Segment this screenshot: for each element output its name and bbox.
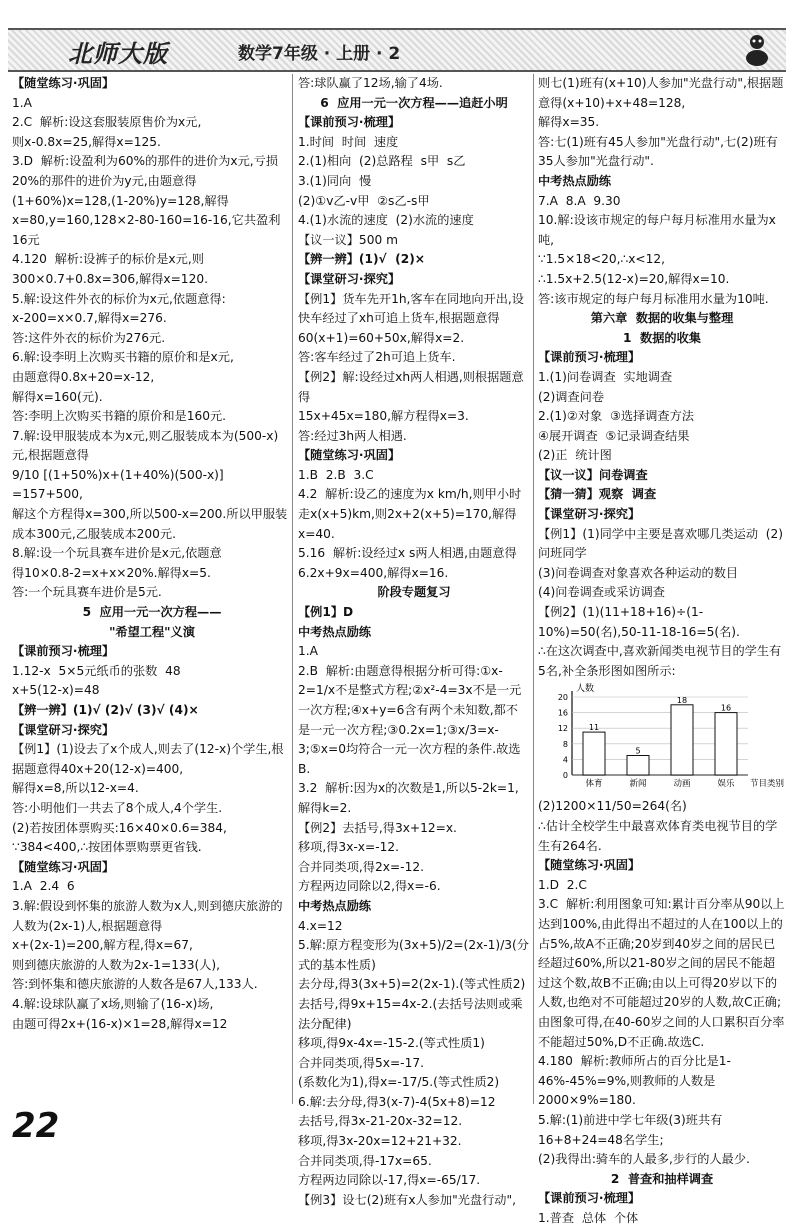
answer-line: 5.16 解析:设经过x s两人相遇,由题意得 (298, 546, 517, 561)
answer-line: 答:七(1)班有45人参加"光盘行动",七(2)班有35人参加"光盘行动". (538, 134, 778, 169)
answer-line: 则到德庆旅游的人数为2x-1=133(人), (12, 957, 221, 972)
answer-line: 移项,得3x-x=-12. (298, 840, 400, 855)
answer-line: 3.2 解析:因为x的次数是1,所以5-2k=1,解得k=2. (298, 781, 519, 815)
answer-line: 中考热点励练 (538, 173, 612, 188)
answer-line: (2)正 统计图 (538, 448, 612, 463)
x-axis-label: 节目类别 (750, 779, 785, 790)
answer-line: 解得x=8,所以12-x=4. (12, 781, 139, 796)
answer-line: 5.解:(1)前进中学七年级(3)班共有16+8+24=48名学生; (538, 1112, 723, 1147)
answer-line: 答:小明他们一共去了8个成人,4个学生. (12, 800, 223, 815)
answer-line: 解得x=160(元). (12, 389, 103, 404)
y-axis-label: 人数 (576, 684, 595, 695)
x-tick-label: 新闻 (629, 779, 647, 790)
answer-line: 4.x=12 (298, 918, 343, 933)
answer-line: 【课堂研习·探究】 (298, 271, 401, 286)
answer-line: 【随堂练习·巩固】 (12, 76, 115, 90)
answer-line: 答:客车经过了2h可追上货车. (298, 350, 456, 365)
answer-line: 4.180 解析:教师所占的百分比是1-46%-45%=9%,则教师的人数是2000×9%=180. (538, 1054, 731, 1108)
answer-line: 去括号,得3x-21-20x-32=12. (298, 1114, 463, 1129)
answer-line: 9/10 [(1+50%)x+(1+40%)(500-x)] (12, 467, 224, 482)
answer-line: 5.解:原方程变形为(3x+5)/2=(2x-1)/3(分式的基本性质) (298, 938, 529, 972)
answer-line: 移项,得3x-20x=12+21+32. (298, 1134, 462, 1149)
mascot-icon (740, 32, 774, 66)
answer-line: (2)1200×11/50=264(名) (538, 799, 687, 814)
answer-column-1 (12, 74, 292, 1034)
y-tick-label: 20 (557, 693, 568, 703)
bar-chart-svg (538, 683, 785, 795)
answer-line: 【随堂练习·巩固】 (12, 859, 115, 874)
answer-line: 1.时间 时间 速度 (298, 134, 399, 149)
answer-line: 【例2】解:设经过xh两人相遇,则根据题意得 (298, 369, 524, 404)
answer-line: 【辨一辨】(1)√ (2)√ (3)√ (4)× (12, 703, 199, 717)
bar-value-label: 18 (676, 696, 688, 706)
answer-line: 答:到怀集和德庆旅游的人数各是67人,133人. (12, 977, 258, 992)
answer-line: 【课堂研习·探究】 (12, 722, 115, 737)
answer-line: 4.120 解析:设裤子的标价是x元,则300×0.7+0.8x=306,解得x=120. (12, 252, 208, 286)
answer-line: 【猜一猜】观察 调查 (538, 487, 657, 502)
answer-line: 去括号,得9x+15=4x-2.(去括号法则或乘法分配律) (298, 996, 523, 1031)
answer-line: 10.解:设该市规定的每户每月标准用水量为x吨, (538, 213, 776, 247)
bar-value-label: 16 (720, 704, 732, 714)
answer-column-3-top (538, 74, 786, 681)
answer-line: 【课前预习·梳理】 (538, 350, 641, 365)
answer-line: 6.2x+9x=400,解得x=16. (298, 565, 449, 580)
answer-line: 【课前预习·梳理】 (538, 1191, 641, 1206)
answer-line: 1.普查 总体 个体 (538, 1210, 639, 1225)
answer-line: 则七(1)班有(x+10)人参加"光盘行动",根据题意得(x+10)+x+48=128, (538, 76, 784, 110)
answer-line: 2.(1)②对象 ③选择调查方法 (538, 409, 694, 424)
answer-line: 由题可得2x+(16-x)×1=28,解得x=12 (12, 1016, 228, 1031)
answer-line: 中考热点励练 (298, 624, 372, 639)
answer-line: 阶段专题复习 (377, 585, 451, 600)
x-tick-label: 体育 (585, 779, 603, 790)
page-header (8, 28, 786, 72)
answer-line: ∴估计全校学生中最喜欢体育类电视节目的学生有264名. (538, 819, 778, 853)
answer-line: 5.解:设这件外衣的标价为x元,依题意得: (12, 291, 226, 306)
answer-line: (系数化为1),得x=-17/5.(等式性质2) (298, 1075, 500, 1090)
answer-line: 2.(1)相向 (2)总路程 s甲 s乙 (298, 154, 466, 169)
subject-title: 数学7年级 · 上册 · 2 (238, 44, 401, 64)
answer-line: (2)若按团体票购买:16×40×0.6=384, (12, 820, 227, 835)
answer-line: (4)问卷调查或采访调查 (538, 585, 665, 600)
answer-line: ∵384<400,∴按团体票购票更省钱. (12, 840, 202, 855)
answer-line: (2)我得出:骑车的人最多,步行的人最少. (538, 1152, 750, 1167)
brand-logo: 北师大版 (68, 39, 168, 68)
answer-line: 3.解:假设到怀集的旅游人数为x人,则到德庆旅游的人数为(2x-1)人,根据题意得 (12, 898, 283, 933)
answer-line: 1.B 2.B 3.C (298, 467, 374, 482)
answer-line: 【课前预习·梳理】 (298, 115, 401, 130)
answer-line: 3.(1)同向 慢 (298, 173, 372, 188)
y-tick-label: 4 (562, 755, 568, 765)
bar-value-label: 5 (635, 746, 641, 756)
answer-line: 解这个方程得x=300,所以500-x=200.所以甲服装成本300元,乙服装成本200元. (12, 507, 288, 541)
answer-line: 答:李明上次购买书籍的原价和是160元. (12, 409, 227, 424)
answer-line: 【辨一辨】(1)√ (2)× (298, 252, 426, 267)
answer-line: 去分母,得3(3x+5)=2(2x-1).(等式性质2) (298, 977, 526, 992)
answer-line: 合并同类项,得-17x=65. (298, 1153, 432, 1168)
bar (671, 705, 693, 775)
answer-line: 合并同类项,得5x=-17. (298, 1055, 424, 1070)
answer-line: ∵1.5×18<20,∴x<12, (538, 252, 666, 267)
x-tick-label: 动画 (673, 779, 691, 790)
answer-line: 第六章 数据的收集与整理 (590, 311, 734, 326)
answer-line: ④展开调查 ⑤记录调查结果 (538, 428, 690, 443)
answer-line: 4.2 解析:设乙的速度为x km/h,则甲小时走x(x+5)km,则2x+2(x+5)=170,解得x=40. (298, 487, 522, 541)
answer-line: 答:这件外衣的标价为276元. (12, 330, 166, 345)
answer-line: x-200=x×0.7,解得x=276. (12, 311, 167, 326)
y-tick-label: 12 (557, 724, 568, 734)
answer-line: 由题意得0.8x+20=x-12, (12, 369, 155, 384)
answer-line: 1.A 2.4 6 (12, 879, 75, 894)
answer-column-2 (298, 74, 530, 1210)
column-divider (533, 74, 534, 1104)
x-tick-label: 娱乐 (717, 779, 735, 790)
answer-line: 【课前预习·梳理】 (12, 644, 115, 659)
answer-line: =157+500, (12, 487, 83, 502)
answer-line: 2.B 解析:由题意得根据分析可得:①x-2=1/x不是整式方程;②x²-4=3x不是一元一次方程;④x+y=6含有两个未知数,都不是一元一次方程;③0.2x=1;③x/3=x-3;⑤x=0均符合一元一次方程的条件.故选B. (298, 663, 522, 776)
y-tick-label: 8 (562, 740, 568, 750)
answer-line: 【例1】货车先开1h,客车在同地向开出,设快车经过了xh可追上货车,根据题意得60(x+1)=60+50x,解得x=2. (298, 291, 524, 345)
answer-line: 6.解:设李明上次购买书籍的原价和是x元, (12, 350, 234, 365)
y-tick-label: 16 (557, 709, 568, 719)
answer-line: (3)问卷调查对象喜欢各种运动的数目 (538, 565, 739, 580)
bar-chart (538, 683, 785, 795)
answer-line: 则x-0.8x=25,解得x=125. (12, 134, 161, 149)
answer-line: 【例1】(1)同学中主要是喜欢哪几类运动 (2)问班同学 (538, 526, 784, 561)
answer-line: 【课堂研习·探究】 (538, 507, 641, 522)
answer-line: 中考热点励练 (298, 898, 372, 913)
bar (583, 733, 605, 776)
bar (715, 713, 737, 775)
answer-line: (2)调查问卷 (538, 389, 605, 404)
answer-line: 【例1】D (298, 605, 354, 620)
answer-line: 【例1】(1)设去了x个成人,则去了(12-x)个学生,根据题意得40x+20(12-x)=400, (12, 742, 284, 776)
answer-line: 1 数据的收集 (623, 330, 701, 345)
answer-line: 答:经过3h两人相遇. (298, 428, 407, 443)
answer-line: 3.D 解析:设盈利为60%的那件的进价为x元,亏损20%的那件的进价为y元,由题意得(1+60%)x=128,(1-20%)y=128,解得x=80,y=160,128×2-80-160=16-16,它共盈利16元 (12, 154, 281, 247)
answer-line: 7.A 8.A 9.30 (538, 193, 621, 208)
answer-line: 【议一议】问卷调查 (538, 467, 648, 482)
column-divider (292, 74, 293, 1104)
answer-line: 1.12-x 5×5元纸币的张数 48 (12, 663, 181, 678)
answer-line: 6 应用一元一次方程——追赶小明 (320, 95, 508, 110)
answer-column-3 (538, 74, 786, 1228)
answer-line: 方程两边同除以2,得x=-6. (298, 879, 441, 894)
answer-line: 【例2】去括号,得3x+12=x. (298, 820, 457, 835)
answer-line: 【例2】(1)(11+18+16)÷(1-10%)=50(名),50-11-18-16=5(名). (538, 605, 740, 639)
answer-line: 3.C 解析:利用图象可知:累计百分率从90以上达到100%,由此得出不超过的人在100以上的占5%,故A不正确;20岁到40岁之间的居民已经超过60%,所以21-80岁之间的居民不能超过这个数,故B不正确;由以上可得20岁以下的人数,也绝对不可能超过20岁的人数,故C正确;由图象可得,在40-60岁之间的人口累积百分率不能超过50%,D不正确.故选C. (538, 897, 785, 1049)
answer-line: 15x+45x=180,解方程得x=3. (298, 409, 469, 424)
bar-value-label: 11 (588, 723, 600, 733)
answer-line: 答:一个玩具赛车进价是5元. (12, 585, 162, 600)
answer-line: 8.解:设一个玩具赛车进价是x元,依题意 (12, 546, 222, 561)
answer-line: "希望工程"义演 (109, 624, 195, 639)
answer-line: 5 应用一元一次方程—— (82, 605, 222, 620)
answer-line: 答:该市规定的每户每月标准用水量为10吨. (538, 291, 769, 306)
answer-line: 解得x=35. (538, 115, 600, 130)
answer-column-3-bottom (538, 797, 786, 1228)
answer-line: 1.(1)问卷调查 实地调查 (538, 369, 673, 384)
answer-line: 【议一议】500 m (298, 232, 398, 247)
answer-line: 答:球队赢了12场,输了4场. (298, 76, 443, 90)
answer-line: 2 普查和抽样调查 (610, 1171, 714, 1186)
answer-line: x+5(12-x)=48 (12, 683, 100, 698)
answer-line: 4.(1)水流的速度 (2)水流的速度 (298, 213, 474, 228)
bar (627, 756, 649, 776)
answer-line: ∴在这次调查中,喜欢新闻类电视节目的学生有5名,补全条形图如图所示: (538, 644, 782, 678)
answer-line: 【随堂练习·巩固】 (298, 448, 401, 463)
page-number: 22 (12, 1106, 60, 1146)
answer-line: 4.解:设球队赢了x场,则输了(16-x)场, (12, 996, 214, 1011)
answer-line: 1.D 2.C (538, 877, 587, 892)
answer-line: 6.解:去分母,得3(x-7)-4(5x+8)=12 (298, 1094, 496, 1109)
answer-line: 合并同类项,得2x=-12. (298, 859, 424, 874)
answer-line: 7.解:设甲服装成本为x元,则乙服装成本为(500-x)元,根据题意得 (12, 428, 279, 463)
answer-line: 2.C 解析:设这套服装原售价为x元, (12, 115, 202, 130)
answer-line: x+(2x-1)=200,解方程,得x=67, (12, 938, 193, 953)
answer-line: 1.A (298, 644, 318, 659)
answer-line: 1.A (12, 95, 32, 110)
answer-line: 【例3】设七(2)班有x人参加"光盘行动", (298, 1192, 516, 1207)
answer-line: 方程两边同除以-17,得x=-65/17. (298, 1173, 481, 1188)
answer-line: (2)①v乙-v甲 ②s乙-s甲 (298, 193, 430, 208)
answer-line: 得10×0.8-2=x+x×20%.解得x=5. (12, 565, 211, 580)
answer-line: ∴1.5x+2.5(12-x)=20,解得x=10. (538, 271, 730, 286)
answer-line: 移项,得9x-4x=-15-2.(等式性质1) (298, 1036, 485, 1051)
answer-line: 【随堂练习·巩固】 (538, 858, 641, 873)
y-tick-label: 0 (562, 771, 568, 781)
